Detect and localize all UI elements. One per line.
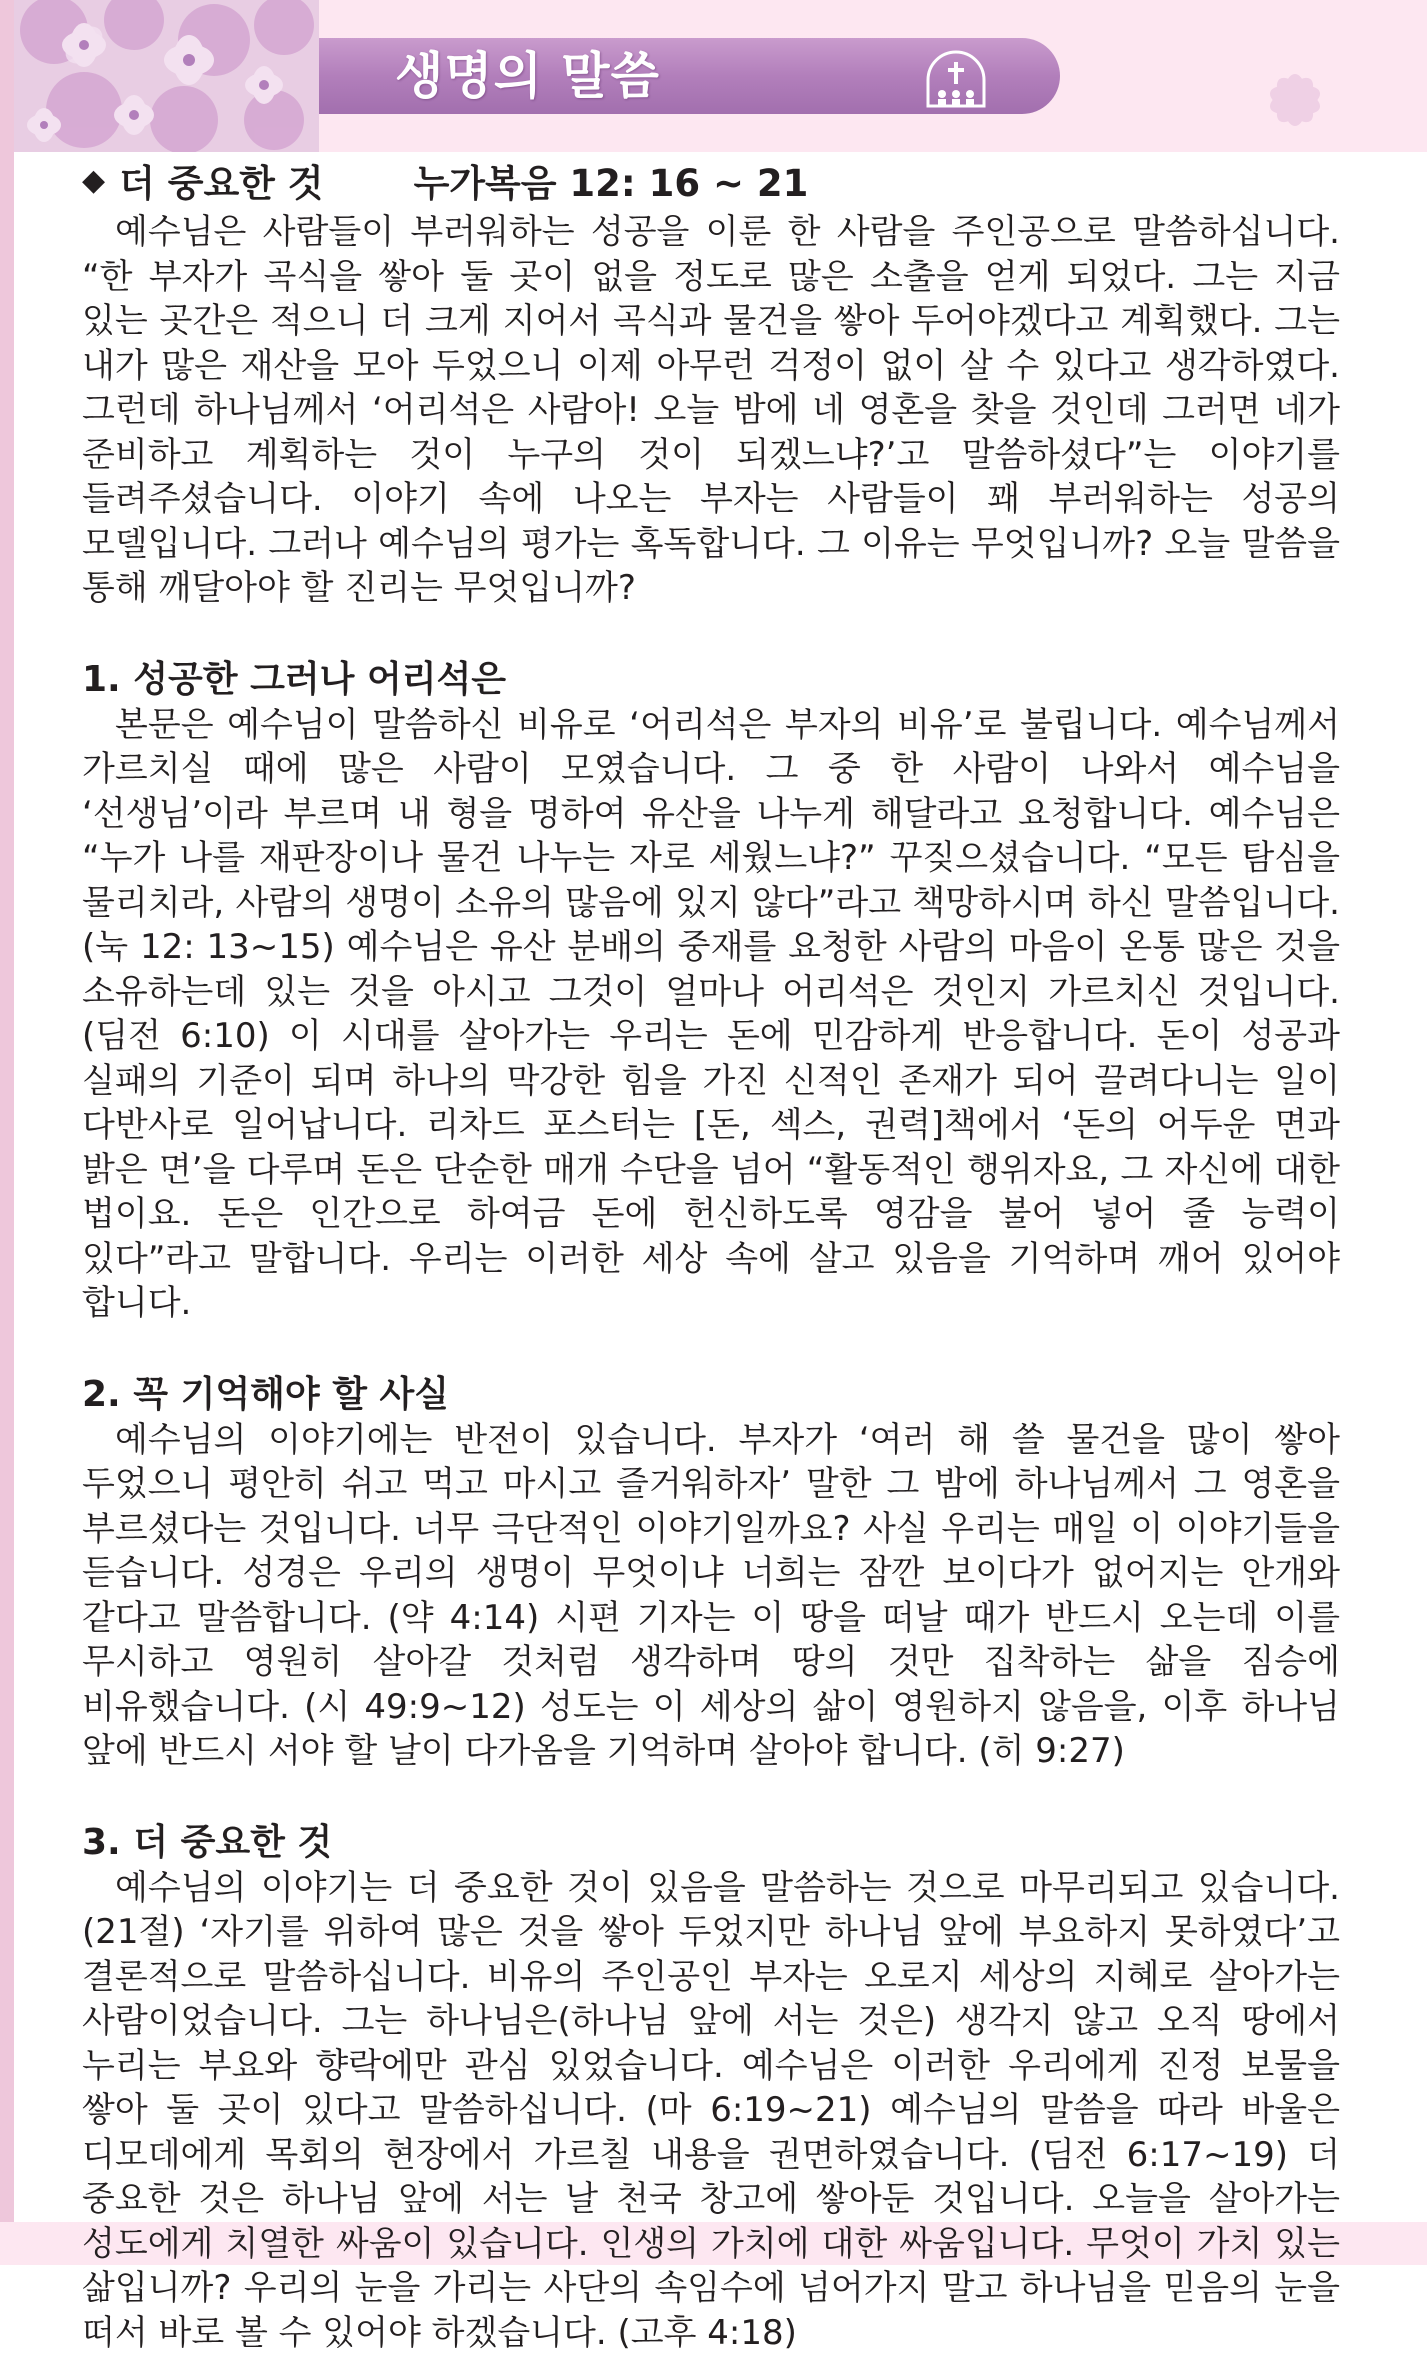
- lilac-flower-image: [14, 0, 319, 152]
- section-title: 3. 더 중요한 것: [82, 1820, 1340, 1866]
- section-1: [82, 657, 1340, 1326]
- diamond-bullet-icon: ◆: [82, 163, 105, 198]
- scripture-reference: 누가복음 12: 16 ~ 21: [414, 153, 809, 207]
- section-body: 본문은 예수님이 말씀하신 비유로 ‘어리석은 부자의 비유’로 불립니다. 예수님께서 가르치실 때에 많은 사람이 모였습니다. 그 중 한 사람이 나와서 예수님을 ‘선생님’이라 부르며 내 형을 명하여 유산을 나누게 해달라고 요청합니다. 예수님은 “누가 나를 재판장이나 물건 나누는 자로 세웠느냐?” 꾸짖으셨습니다. “모든 탐심을 물리치라, 사람의 생명이 소유의 많음에 있지 않다”라고 책망하시며 하신 말씀입니다. (눅 12: 13~15) 예수님은 유산 분배의 중재를 요청한 사람의 마음이 온통 많은 것을 소유하는데 있는 것을 아시고 그것이 얼마나 어리석은 것인지 가르치신 것입니다. (딤전 6:10) 이 시대를 살아가는 우리는 돈에 민감하게 반응합니다. 돈이 성공과 실패의 기준이 되며 하나의 막강한 힘을 가진 신적인 존재가 되어 끌려다니는 일이 다반사로 일어납니다. 리차드 포스터는 [돈, 섹스, 권력]책에서 ‘돈의 어두운 면과 밝은 면’을 다루며 돈은 단순한 매개 수단을 넘어 “활동적인 행위자요, 그 자신에 대한 법이요. 돈은 인간으로 하여금 돈에 헌신하도록 영감을 불어 넣어 줄 능력이 있다”라고 말합니다. 우리는 이러한 세상 속에 살고 있음을 기억하며 깨어 있어야 합니다.: [82, 703, 1340, 1326]
- section-3: [82, 1820, 1340, 2355]
- section-title: 1. 성공한 그러나 어리석은: [82, 657, 1340, 703]
- section-body: 예수님의 이야기에는 반전이 있습니다. 부자가 ‘여러 해 쓸 물건을 많이 쌓아 두었으니 평안히 쉬고 먹고 마시고 즐거워하자’ 말한 그 밤에 하나님께서 그 영혼을 부르셨다는 것입니다. 너무 극단적인 이야기일까요? 사실 우리는 매일 이 이야기들을 듣습니다. 성경은 우리의 생명이 무엇이냐 너희는 잠깐 보이다가 없어지는 안개와 같다고 말씀합니다. (약 4:14) 시편 기자는 이 땅을 떠날 때가 반드시 오는데 이를 무시하고 영원히 살아갈 것처럼 생각하며 땅의 것만 집착하는 삶을 짐승에 비유했습니다. (시 49:9~12) 성도는 이 세상의 삶이 영원하지 않음을, 이후 하나님 앞에 반드시 서야 할 날이 다가옴을 기억하며 살아야 합니다. (히 9:27): [82, 1418, 1340, 1774]
- sermon-title: 더 중요한 것: [119, 153, 323, 207]
- church-icon: [918, 46, 994, 112]
- intro-paragraph: 예수님은 사람들이 부러워하는 성공을 이룬 한 사람을 주인공으로 말씀하십니다. “한 부자가 곡식을 쌓아 둘 곳이 없을 정도로 많은 소출을 얻게 되었다. 그는 지금 있는 곳간은 적으니 더 크게 지어서 곡식과 물건을 쌓아 두어야겠다고 계획했다. 그는 내가 많은 재산을 모아 두었으니 이제 아무런 걱정이 없이 살 수 있다고 생각하였다. 그런데 하나님께서 ‘어리석은 사람아! 오늘 밤에 네 영혼을 찾을 것인데 그러면 네가 준비하고 계획하는 것이 누구의 것이 되겠느냐?’고 말씀하셨다”는 이야기를 들려주셨습니다. 이야기 속에 나오는 부자는 사람들이 꽤 부러워하는 성공의 모델입니다. 그러나 예수님의 평가는 혹독합니다. 그 이유는 무엇입니까? 오늘 말씀을 통해 깨달아야 할 진리는 무엇입니까?: [82, 210, 1340, 611]
- left-edge-stripe: [0, 0, 14, 2265]
- decorative-flower-icon: [1250, 55, 1340, 145]
- sermon-content: [82, 150, 1340, 2355]
- sermon-heading: [82, 150, 1340, 210]
- section-body: 예수님의 이야기는 더 중요한 것이 있음을 말씀하는 것으로 마무리되고 있습니다. (21절) ‘자기를 위하여 많은 것을 쌓아 두었지만 하나님 앞에 부요하지 못하였다’고 결론적으로 말씀하십니다. 비유의 주인공인 부자는 오로지 세상의 지혜로 살아가는 사람이었습니다. 그는 하나님은(하나님 앞에 서는 것은) 생각지 않고 오직 땅에서 누리는 부요와 향락에만 관심 있었습니다. 예수님은 이러한 우리에게 진정 보물을 쌓아 둘 곳이 있다고 말씀하십니다. (마 6:19~21) 예수님의 말씀을 따라 바울은 디모데에게 목회의 현장에서 가르칠 내용을 권면하였습니다. (딤전 6:17~19) 더 중요한 것은 하나님 앞에 서는 날 천국 창고에 쌓아둔 것입니다. 오늘을 살아가는 성도에게 치열한 싸움이 있습니다. 인생의 가치에 대한 싸움입니다. 무엇이 가치 있는 삶입니까? 우리의 눈을 가리는 사단의 속임수에 넘어가지 말고 하나님을 믿음의 눈을 떠서 바로 볼 수 있어야 하겠습니다. (고후 4:18): [82, 1866, 1340, 2355]
- banner-title: 생명의 말씀: [395, 46, 660, 106]
- section-title: 2. 꼭 기억해야 할 사실: [82, 1372, 1340, 1418]
- section-2: [82, 1372, 1340, 1774]
